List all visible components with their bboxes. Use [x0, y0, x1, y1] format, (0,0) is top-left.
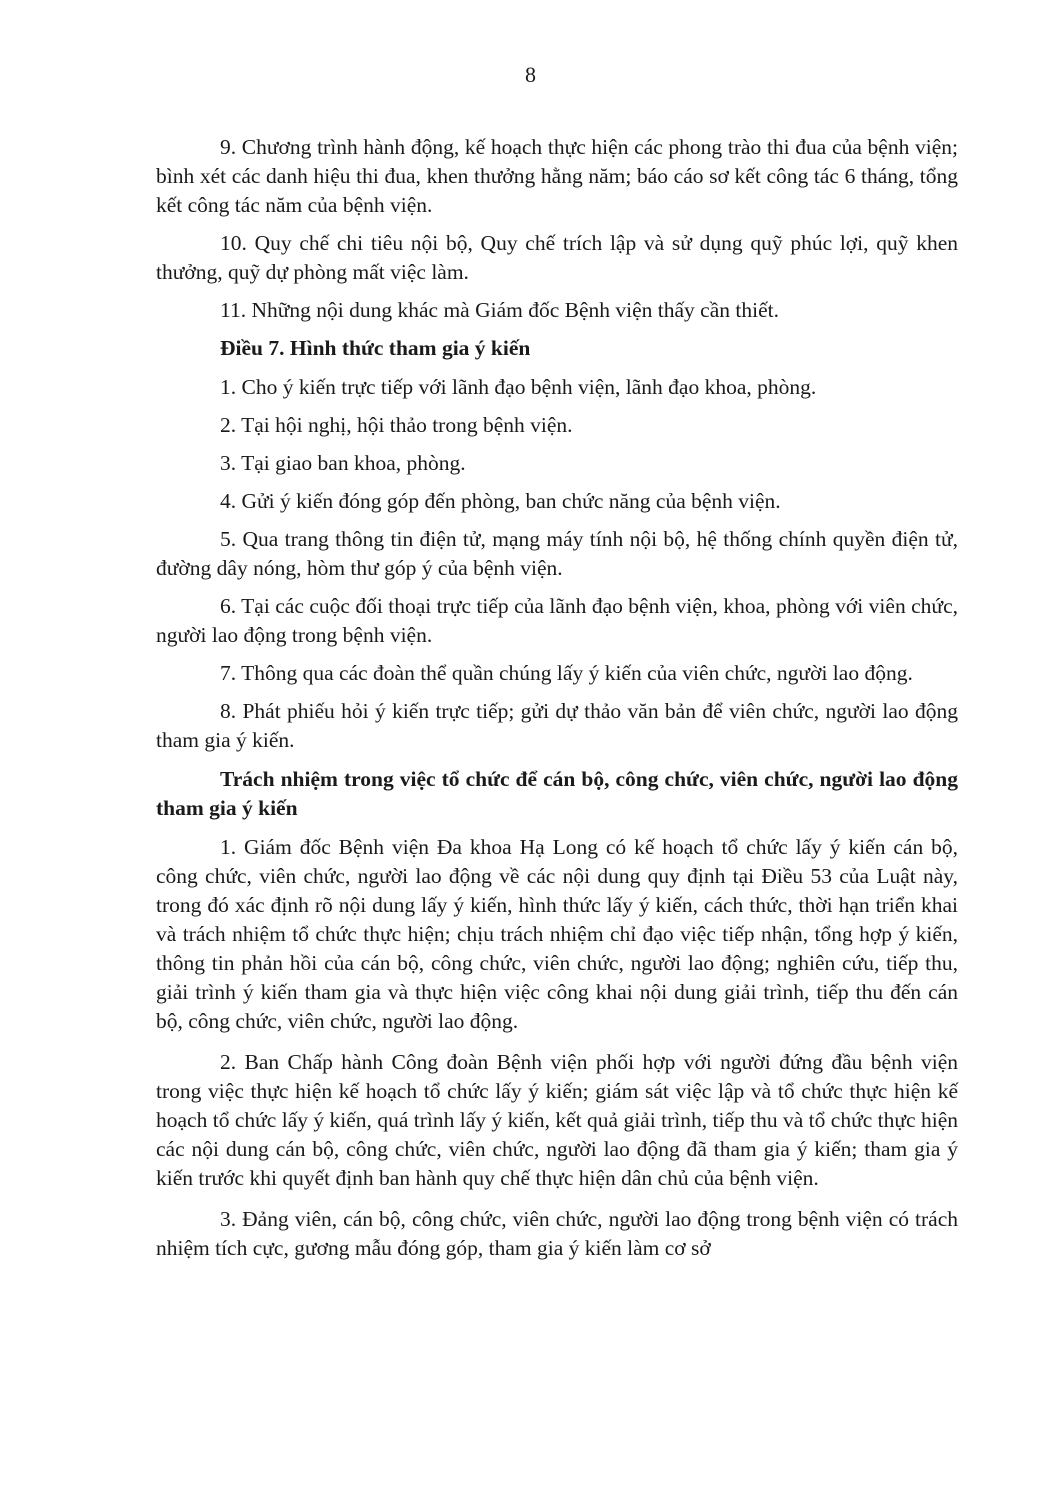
responsibility-item: 1. Giám đốc Bệnh viện Đa khoa Hạ Long có kế hoạch tổ chức lấy ý kiến cán bộ, công chức, viên chức, người lao động về các nội dung quy định tại Điều 53 của Luật này, trong đó xác định rõ nội dung lấy ý kiến, hình thức lấy ý kiến, cách thức, thời hạn triển khai và trách nhiệm tổ chức thực hiện; chịu trách nhiệm chỉ đạo việc tiếp nhận, tổng hợp ý kiến, thông tin phản hồi của cán bộ, công chức, viên chức, người lao động; nghiên cứu, tiếp thu, giải trình ý kiến tham gia và thực hiện việc công khai nội dung giải trình, tiếp thu đến cán bộ, công chức, viên chức, người lao động. — [156, 835, 958, 1033]
article-7-item: 4. Gửi ý kiến đóng góp đến phòng, ban chức năng của bệnh viện. — [220, 489, 781, 513]
responsibility-item: 3. Đảng viên, cán bộ, công chức, viên chức, người lao động trong bệnh viện có trách nhiệm tích cực, gương mẫu đóng góp, tham gia ý kiến làm cơ sở — [156, 1207, 958, 1260]
article-7-item: 5. Qua trang thông tin điện tử, mạng máy tính nội bộ, hệ thống chính quyền điện tử, đường dây nóng, hòm thư góp ý của bệnh viện. — [156, 527, 958, 580]
article-7-item: 7. Thông qua các đoàn thể quần chúng lấy ý kiến của viên chức, người lao động. — [220, 661, 913, 685]
paragraph-item-9: 9. Chương trình hành động, kế hoạch thực hiện các phong trào thi đua của bệnh viện; bình xét các danh hiệu thi đua, khen thưởng hằng năm; báo cáo sơ kết công tác 6 tháng, tổng kết công tác năm của bệnh viện. — [156, 135, 958, 217]
page-number: 8 — [525, 62, 536, 87]
responsibility-heading: Trách nhiệm trong việc tổ chức để cán bộ, công chức, viên chức, người lao động tham gia ý kiến — [156, 767, 958, 820]
article-7-item: 6. Tại các cuộc đối thoại trực tiếp của lãnh đạo bệnh viện, khoa, phòng với viên chức, người lao động trong bệnh viện. — [156, 594, 958, 647]
article-7-item: 8. Phát phiếu hỏi ý kiến trực tiếp; gửi dự thảo văn bản để viên chức, người lao động tham gia ý kiến. — [156, 699, 958, 752]
article-7-heading: Điều 7. Hình thức tham gia ý kiến — [220, 336, 531, 360]
article-7-item: 3. Tại giao ban khoa, phòng. — [220, 451, 466, 475]
paragraph-item-10: 10. Quy chế chi tiêu nội bộ, Quy chế trích lập và sử dụng quỹ phúc lợi, quỹ khen thưởng, quỹ dự phòng mất việc làm. — [156, 231, 958, 284]
article-7-item: 2. Tại hội nghị, hội thảo trong bệnh viện. — [220, 413, 573, 437]
paragraph-item-11: 11. Những nội dung khác mà Giám đốc Bệnh viện thấy cần thiết. — [220, 298, 779, 322]
responsibility-item: 2. Ban Chấp hành Công đoàn Bệnh viện phối hợp với người đứng đầu bệnh viện trong việc thực hiện kế hoạch tổ chức lấy ý kiến; giám sát việc lập và tổ chức thực hiện kế hoạch tổ chức lấy ý kiến, quá trình lấy ý kiến, kết quả giải trình, tiếp thu và tổ chức thực hiện các nội dung cán bộ, công chức, viên chức, người lao động đã tham gia ý kiến; tham gia ý kiến trước khi quyết định ban hành quy chế thực hiện dân chủ của bệnh viện. — [156, 1050, 958, 1190]
article-7-item: 1. Cho ý kiến trực tiếp với lãnh đạo bệnh viện, lãnh đạo khoa, phòng. — [220, 375, 817, 399]
document-body — [156, 133, 958, 1272]
